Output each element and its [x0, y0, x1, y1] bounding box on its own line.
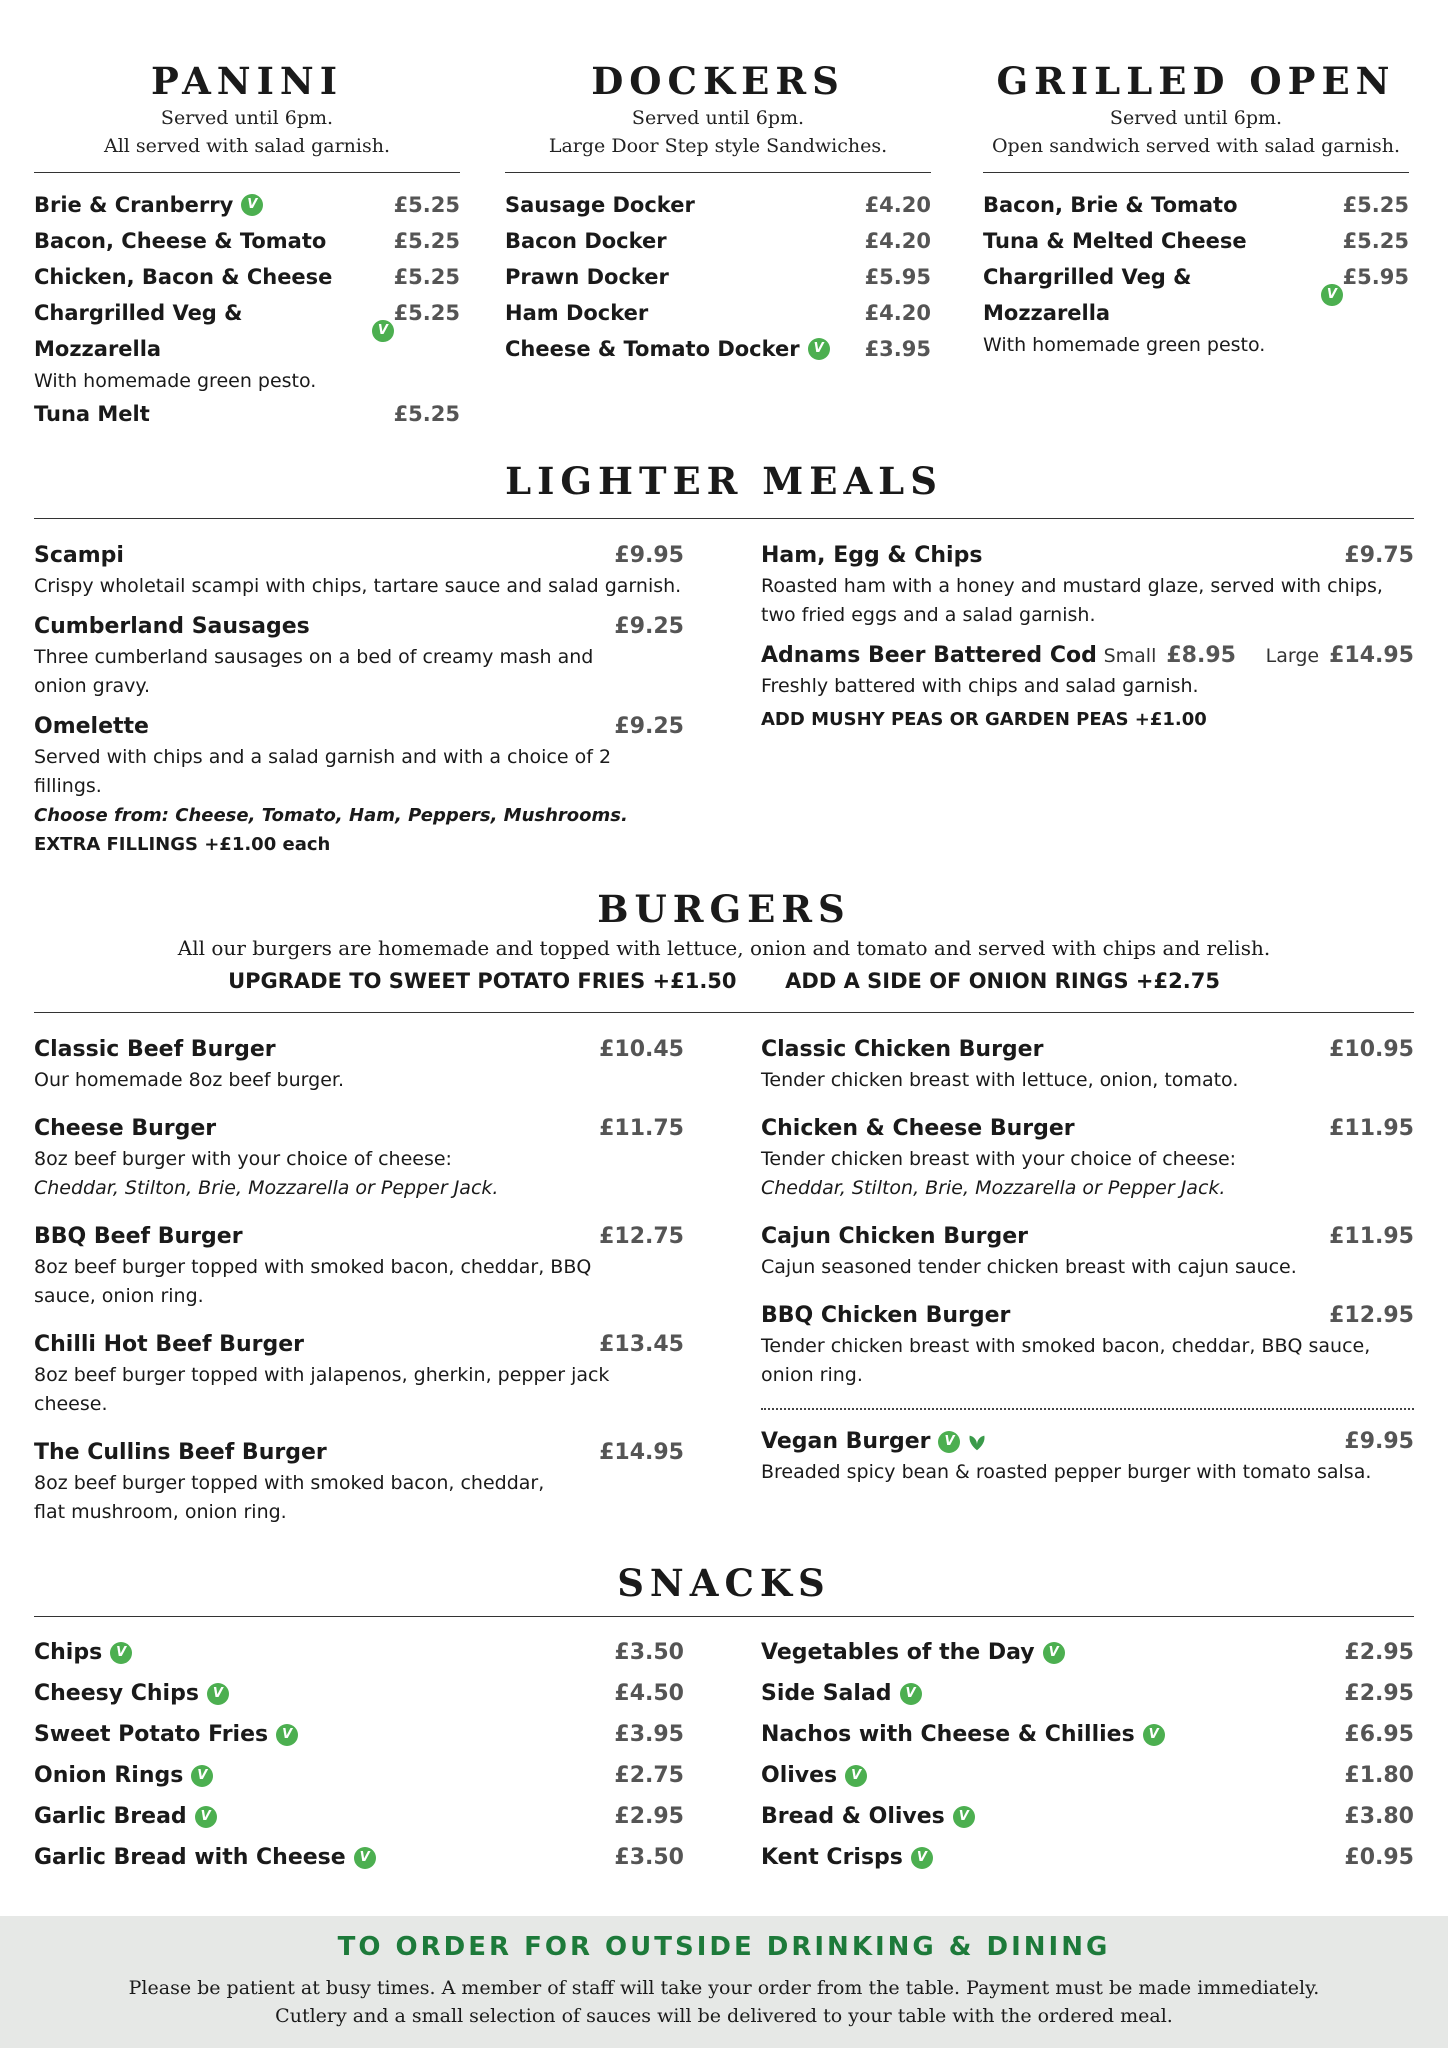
vegetarian-icon: V: [808, 338, 830, 360]
burgers-right: [761, 1034, 1414, 1497]
footer-title: TO ORDER FOR OUTSIDE DRINKING & DINING: [337, 1932, 1111, 1962]
item-price: £3.50: [614, 1640, 684, 1665]
item-name: Bread & Olives: [761, 1804, 945, 1829]
item-price: £11.95: [1329, 1116, 1414, 1141]
item-price: £11.75: [599, 1116, 684, 1141]
item-name: Side Salad: [761, 1681, 892, 1706]
snacks-right: [761, 1632, 1414, 1878]
item-price: £9.25: [614, 614, 684, 639]
item-name: Omelette: [34, 714, 149, 739]
grilled-divider: [983, 172, 1409, 173]
item-price: £0.95: [1344, 1845, 1414, 1870]
burgers-intro: All our burgers are homemade and topped with lettuce, onion and tomato and served with chips and relish.: [177, 936, 1271, 960]
vegetarian-icon: V: [191, 1765, 213, 1787]
item-name: Ham Docker: [505, 301, 649, 325]
menu-item: [761, 1221, 1414, 1282]
menu-item: [34, 611, 684, 701]
item-price: £4.20: [864, 193, 931, 217]
item-name: Sausage Docker: [505, 193, 695, 217]
item-name: Chargrilled Veg & Mozzarella: [34, 301, 243, 361]
item-price: £2.95: [614, 1804, 684, 1829]
item-name: Adnams Beer Battered Cod: [761, 643, 1097, 668]
item-description: Tender chicken breast with lettuce, onion, tomato.: [761, 1069, 1239, 1091]
item-price: £5.25: [393, 229, 460, 253]
item-description: Served with chips and a salad garnish and with a choice of 2 fillings.: [34, 746, 612, 797]
lighter-meals-header: [34, 458, 1414, 519]
menu-item: [761, 1034, 1414, 1095]
burgers-left: [34, 1034, 684, 1537]
dockers-divider: [505, 172, 931, 173]
vegetarian-icon: V: [276, 1724, 298, 1746]
grilled-open-section: [983, 58, 1409, 360]
item-description: 8oz beef burger topped with smoked bacon, cheddar, BBQ: [34, 1256, 592, 1278]
item-name: BBQ Chicken Burger: [761, 1303, 1011, 1328]
item-name: Tuna & Melted Cheese: [983, 229, 1247, 253]
burgers-divider: [34, 1012, 1414, 1013]
item-price: £13.45: [599, 1332, 684, 1357]
item-price: £5.25: [393, 193, 460, 217]
menu-item: [34, 187, 460, 223]
menu-item: [983, 187, 1409, 223]
item-name: Cheesy Chips: [34, 1681, 199, 1706]
vegetarian-icon: V: [241, 194, 263, 216]
item-price: £5.25: [393, 402, 460, 426]
menu-item: [761, 640, 1414, 734]
item-price: £10.45: [599, 1037, 684, 1062]
footer-line-2: Cutlery and a small selection of sauces will be delivered to your table with the ordered meal.: [275, 2005, 1173, 2027]
item-name: Prawn Docker: [505, 265, 669, 289]
item-price: £12.75: [599, 1224, 684, 1249]
item-name: Kent Crisps: [761, 1845, 903, 1870]
item-price: £11.95: [1329, 1224, 1414, 1249]
item-name: Classic Beef Burger: [34, 1037, 276, 1062]
item-name: Vegan Burger: [761, 1429, 931, 1454]
menu-item: [761, 1632, 1414, 1673]
item-description: Breaded spicy bean & roasted pepper burger with tomato salsa.: [761, 1461, 1372, 1483]
extra-fillings-note: EXTRA FILLINGS +£1.00 each: [34, 834, 331, 855]
vegetarian-icon: V: [354, 1847, 376, 1869]
vegan-leaf-icon: [966, 1431, 988, 1453]
fillings-choice: Choose from: Cheese, Tomato, Ham, Peppers, Mushrooms.: [34, 805, 628, 826]
item-description: Our homemade 8oz beef burger.: [34, 1069, 344, 1091]
menu-item: [505, 331, 931, 367]
menu-item: [761, 1673, 1414, 1714]
item-description: Cajun seasoned tender chicken breast with cajun sauce.: [761, 1256, 1297, 1278]
menu-item: [34, 540, 684, 601]
menu-item: [505, 259, 931, 295]
item-price: £1.80: [1344, 1763, 1414, 1788]
dockers-title: DOCKERS: [591, 59, 845, 103]
grilled-open-title: GRILLED OPEN: [996, 59, 1396, 103]
item-name: Cheese & Tomato Docker: [505, 337, 800, 361]
item-description: Roasted ham with a honey and mustard glaze, served with chips,: [761, 575, 1383, 597]
vegetarian-icon: V: [372, 320, 393, 342]
item-name: Garlic Bread with Cheese: [34, 1845, 346, 1870]
item-description: flat mushroom, onion ring.: [34, 1501, 287, 1523]
grilled-subtitle-1: Served until 6pm.: [1109, 107, 1283, 129]
item-name: Nachos with Cheese & Chillies: [761, 1722, 1135, 1747]
item-name: Olives: [761, 1763, 838, 1788]
burgers-upgrades: [34, 964, 1414, 998]
item-price: £4.50: [614, 1681, 684, 1706]
item-description: With homemade green pesto.: [34, 370, 317, 392]
item-price: £2.95: [1344, 1640, 1414, 1665]
item-name: Garlic Bread: [34, 1804, 187, 1829]
item-name: Sweet Potato Fries: [34, 1722, 269, 1747]
menu-item: [34, 259, 460, 295]
item-name: Bacon, Brie & Tomato: [983, 193, 1238, 217]
item-price: £4.20: [864, 301, 931, 325]
upgrade-fries: UPGRADE TO SWEET POTATO FRIES +£1.50: [228, 969, 737, 993]
menu-item: [983, 223, 1409, 259]
item-name: Onion Rings: [34, 1763, 184, 1788]
burgers-title: BURGERS: [597, 887, 851, 931]
footer-banner: [0, 1916, 1448, 2048]
item-description: onion ring.: [761, 1364, 863, 1386]
panini-title: PANINI: [150, 59, 344, 103]
item-name: Cheese Burger: [34, 1116, 217, 1141]
vegetarian-icon: V: [953, 1806, 975, 1828]
item-name: Chilli Hot Beef Burger: [34, 1332, 304, 1357]
item-name: Ham, Egg & Chips: [761, 543, 983, 568]
panini-divider: [34, 172, 460, 173]
vegan-divider: [761, 1408, 1414, 1410]
size-prices: [1104, 640, 1414, 672]
item-price: £5.25: [393, 301, 460, 325]
item-description: With homemade green pesto.: [983, 334, 1266, 356]
size-small-price: £8.95: [1166, 643, 1236, 668]
snacks-divider: [34, 1616, 1414, 1617]
menu-item: [34, 1437, 684, 1527]
item-name: Vegetables of the Day: [761, 1640, 1035, 1665]
item-price: £9.75: [1344, 543, 1414, 568]
item-price: £5.25: [393, 265, 460, 289]
item-description: Tender chicken breast with your choice of cheese:: [761, 1148, 1237, 1170]
item-price: £2.95: [1344, 1681, 1414, 1706]
item-description: 8oz beef burger topped with jalapenos, gherkin, pepper jack cheese.: [34, 1364, 610, 1415]
menu-item: [34, 1837, 684, 1878]
menu-item: [34, 1673, 684, 1714]
item-price: £5.95: [864, 265, 931, 289]
cheese-options: Cheddar, Stilton, Brie, Mozzarella or Pepper Jack.: [34, 1177, 499, 1199]
vegetarian-icon: V: [195, 1806, 217, 1828]
item-price: £3.95: [864, 337, 931, 361]
item-name: Bacon, Cheese & Tomato: [34, 229, 327, 253]
menu-item: [34, 1755, 684, 1796]
menu-item: [761, 540, 1414, 630]
menu-item: [761, 1837, 1414, 1878]
item-price: £4.20: [864, 229, 931, 253]
vegetarian-icon: V: [911, 1847, 933, 1869]
menu-item: [34, 1632, 684, 1673]
item-description: 8oz beef burger with your choice of cheese:: [34, 1148, 452, 1170]
lighter-meals-left: [34, 540, 684, 869]
item-name: Bacon Docker: [505, 229, 667, 253]
item-price: £2.75: [614, 1763, 684, 1788]
item-name: Chicken, Bacon & Cheese: [34, 265, 333, 289]
menu-item: [34, 1221, 684, 1311]
item-price: £9.95: [614, 543, 684, 568]
cheese-options: Cheddar, Stilton, Brie, Mozzarella or Pepper Jack.: [761, 1177, 1226, 1199]
item-price: £14.95: [599, 1440, 684, 1465]
menu-item: [34, 1113, 684, 1203]
vegetarian-icon: V: [207, 1683, 229, 1705]
item-price: £5.95: [1342, 265, 1409, 289]
item-name: Cumberland Sausages: [34, 614, 310, 639]
menu-item: [761, 1796, 1414, 1837]
item-price: £12.95: [1329, 1303, 1414, 1328]
item-name: The Cullins Beef Burger: [34, 1440, 327, 1465]
item-description: two fried eggs and a salad garnish.: [761, 604, 1096, 626]
item-description: onion gravy.: [34, 675, 150, 697]
menu-item: [505, 223, 931, 259]
item-price: £9.95: [1344, 1429, 1414, 1454]
menu-item: [34, 396, 460, 432]
menu-item: [34, 295, 460, 367]
item-name: Scampi: [34, 543, 124, 568]
grilled-subtitle-2: Open sandwich served with salad garnish.: [991, 135, 1401, 157]
vegetarian-icon: V: [938, 1431, 960, 1453]
vegetarian-icon: V: [900, 1683, 922, 1705]
snacks-title: SNACKS: [617, 1561, 831, 1605]
item-name: BBQ Beef Burger: [34, 1224, 243, 1249]
item-price: £3.95: [614, 1722, 684, 1747]
lighter-meals-divider: [34, 518, 1414, 519]
snacks-left: [34, 1632, 684, 1878]
vegetarian-icon: V: [1043, 1642, 1065, 1664]
menu-item: [34, 1796, 684, 1837]
menu-item: [34, 223, 460, 259]
snacks-header: [34, 1560, 1414, 1617]
vegetarian-icon: V: [845, 1765, 867, 1787]
item-name: Chargrilled Veg & Mozzarella: [983, 265, 1192, 325]
menu-item: [34, 1329, 684, 1419]
item-name: Tuna Melt: [34, 402, 150, 426]
item-description: Three cumberland sausages on a bed of creamy mash and: [34, 646, 594, 668]
panini-section: [34, 58, 460, 432]
footer-line-1: Please be patient at busy times. A member of staff will take your order from the table. Payment must be made immediately.: [128, 1977, 1320, 1999]
lighter-meals-title: LIGHTER MEALS: [505, 459, 943, 503]
size-large-label: Large: [1265, 645, 1320, 667]
menu-item: [34, 711, 684, 859]
vegetarian-icon: V: [110, 1642, 132, 1664]
menu-item: [983, 259, 1409, 331]
item-description: Crispy wholetail scampi with chips, tartare sauce and salad garnish.: [34, 575, 682, 597]
item-price: £9.25: [614, 714, 684, 739]
item-name: Cajun Chicken Burger: [761, 1224, 1028, 1249]
menu-item: [761, 1755, 1414, 1796]
vegetarian-icon: V: [1143, 1724, 1165, 1746]
dockers-subtitle-2: Large Door Step style Sandwiches.: [548, 135, 888, 157]
item-price: £3.50: [614, 1845, 684, 1870]
menu-item: [761, 1426, 1414, 1487]
upgrade-onion-rings: ADD A SIDE OF ONION RINGS +£2.75: [785, 969, 1220, 993]
item-name: Chips: [34, 1640, 103, 1665]
panini-subtitle-2: All served with salad garnish.: [103, 135, 391, 157]
menu-item: [761, 1113, 1414, 1203]
vegetarian-icon: V: [1321, 284, 1342, 306]
burgers-header: [34, 886, 1414, 1013]
item-price: £5.25: [1342, 193, 1409, 217]
lighter-meals-right: [761, 540, 1414, 744]
item-description: 8oz beef burger topped with smoked bacon, cheddar,: [34, 1472, 545, 1494]
menu-item: [505, 295, 931, 331]
size-large-price: £14.95: [1329, 643, 1414, 668]
item-price: £10.95: [1329, 1037, 1414, 1062]
item-description: Tender chicken breast with smoked bacon, cheddar, BBQ sauce,: [761, 1335, 1371, 1357]
dockers-section: [505, 58, 931, 367]
item-price: £5.25: [1342, 229, 1409, 253]
size-small-label: Small: [1103, 645, 1157, 667]
peas-addon-note: ADD MUSHY PEAS OR GARDEN PEAS +£1.00: [761, 709, 1207, 730]
item-price: £6.95: [1344, 1722, 1414, 1747]
dockers-subtitle-1: Served until 6pm.: [631, 107, 805, 129]
menu-item: [761, 1300, 1414, 1390]
item-name: Chicken & Cheese Burger: [761, 1116, 1075, 1141]
item-description: sauce, onion ring.: [34, 1285, 204, 1307]
item-description: Freshly battered with chips and salad garnish.: [761, 675, 1199, 697]
item-price: £3.80: [1344, 1804, 1414, 1829]
panini-subtitle-1: Served until 6pm.: [160, 107, 334, 129]
menu-item: [34, 1034, 684, 1095]
menu-item: [34, 1714, 684, 1755]
item-name: Brie & Cranberry: [34, 193, 234, 217]
item-name: Classic Chicken Burger: [761, 1037, 1044, 1062]
menu-item: [505, 187, 931, 223]
menu-item: [761, 1714, 1414, 1755]
